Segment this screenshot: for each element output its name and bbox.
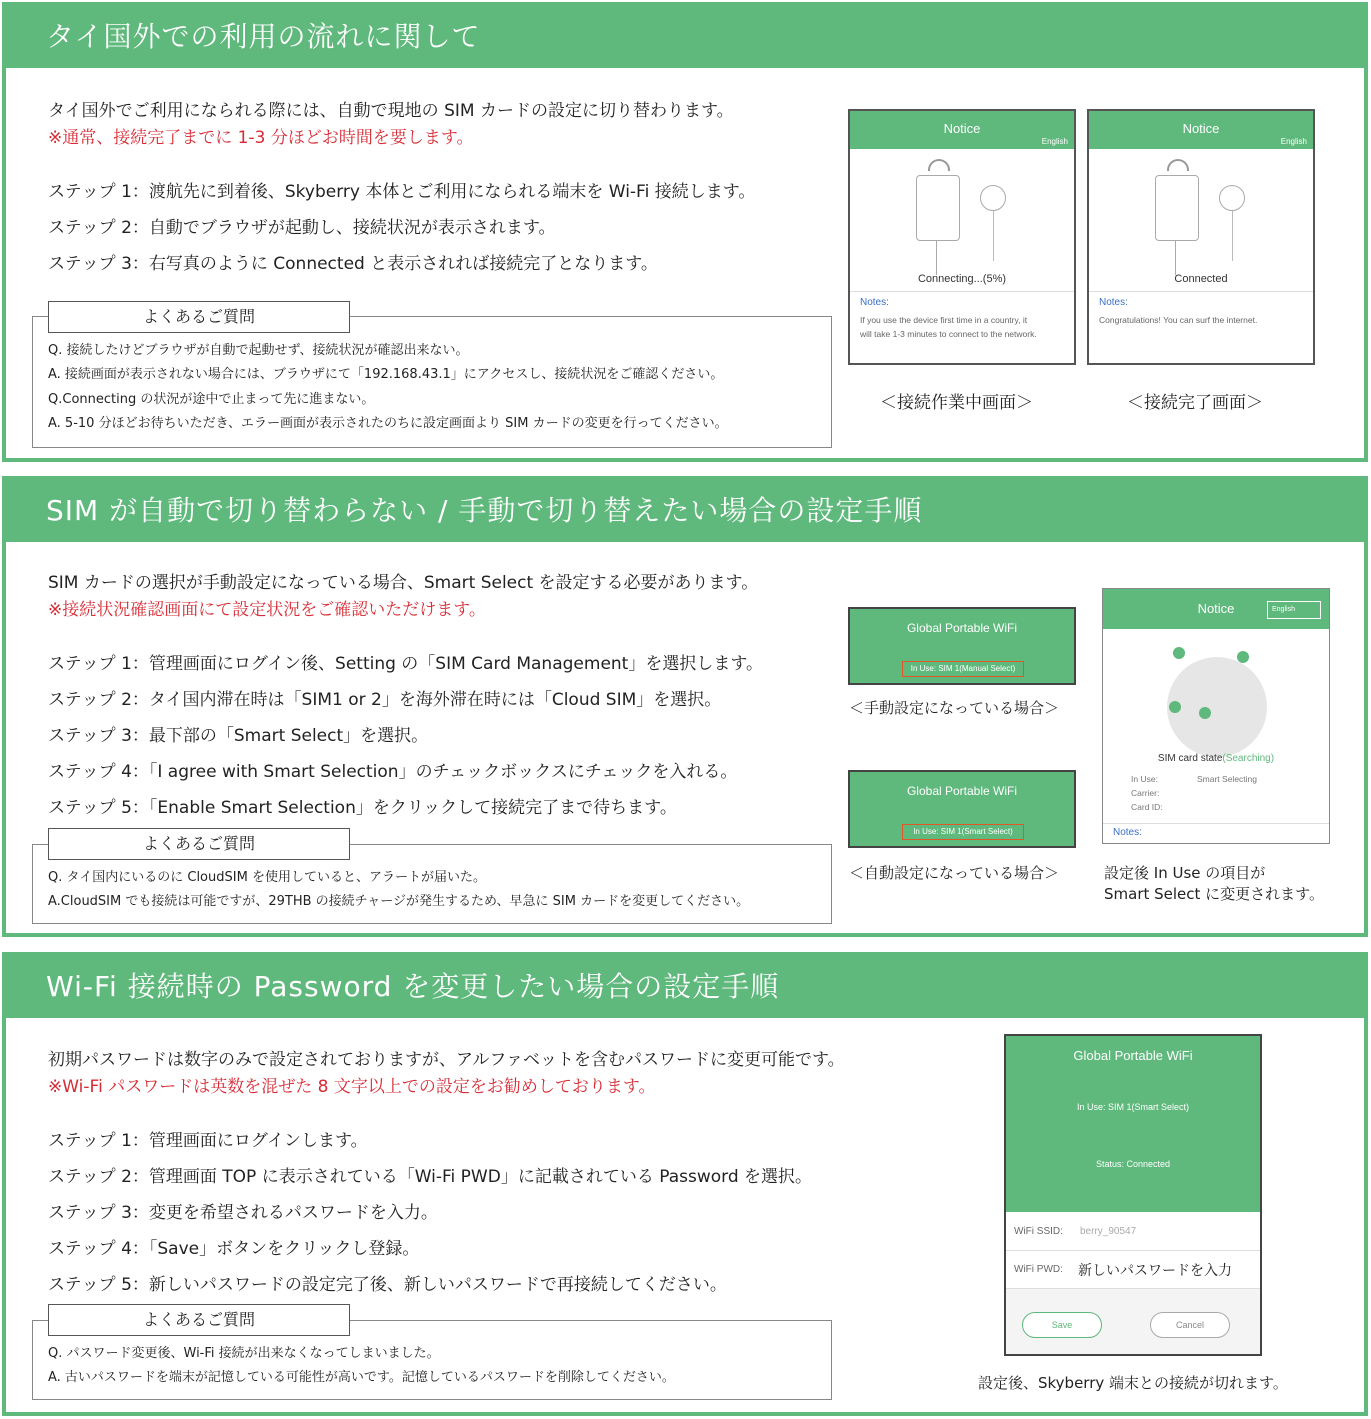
faq-label: よくあるご質問 bbox=[48, 301, 350, 333]
sim-icon bbox=[1169, 701, 1181, 713]
globe-icon bbox=[1167, 657, 1267, 757]
smart-caption-line-1: 設定後 In Use の項目が bbox=[1104, 864, 1266, 882]
step-3: ステップ 3：右写真のように Connected と表示されれば接続完了となります。 bbox=[48, 254, 658, 274]
connecting-screen bbox=[848, 109, 1076, 365]
connected-screen bbox=[1087, 109, 1315, 365]
notes-label: Notes: bbox=[860, 297, 889, 308]
signal-icon bbox=[1219, 185, 1245, 211]
step-3: ステップ 3：最下部の「Smart Select」を選択。 bbox=[48, 726, 429, 746]
step-2: ステップ 2：自動でブラウザが起動し、接続状況が表示されます。 bbox=[48, 218, 556, 238]
auto-select-screen bbox=[848, 770, 1076, 848]
step-5: ステップ 5：新しいパスワードの設定完了後、新しいパスワードで再接続してください。 bbox=[48, 1275, 727, 1295]
notes-label: Notes: bbox=[1099, 297, 1128, 308]
connecting-caption: ＜接続作業中画面＞ bbox=[880, 393, 1033, 413]
step-4: ステップ 4：「Save」ボタンをクリックし登録。 bbox=[48, 1239, 420, 1259]
manual-title: Global Portable WiFi bbox=[906, 621, 1018, 635]
connected-status: Connected bbox=[1174, 273, 1228, 285]
step-1: ステップ 1：渡航先に到着後、Skyberry 本体とご利用になられる端末を Wi-Fi 接続します。 bbox=[48, 182, 756, 202]
intro-text: 初期パスワードは数字のみで設定されておりますが、アルファベットを含むパスワードに変更可能です。 bbox=[48, 1050, 845, 1070]
section-title: タイ国外での利用の流れに関して bbox=[6, 6, 1364, 68]
signal-pole-icon bbox=[993, 211, 994, 261]
notes-line-2: will take 1-3 minutes to connect to the network. bbox=[860, 329, 1037, 339]
manual-status: In Use: SIM 1(Manual Select) bbox=[902, 661, 1024, 677]
sim-icon bbox=[1199, 707, 1211, 719]
faq-question-1: Q. タイ国内にいるのに CloudSIM を使用していると、アラートが届いた。 bbox=[48, 870, 486, 885]
pwd-label: WiFi PWD: bbox=[1014, 1264, 1063, 1275]
wifi-icon bbox=[928, 159, 950, 171]
wifi-caption: 設定後、Skyberry 端末との接続が切れます。 bbox=[978, 1374, 1288, 1392]
notice-header: Notice bbox=[1197, 601, 1235, 616]
sim-state-label: SIM card state bbox=[1157, 753, 1223, 764]
note-text: ※Wi-Fi パスワードは英数を混ぜた 8 文字以上での設定をお勧めしております。 bbox=[48, 1077, 656, 1097]
step-3: ステップ 3：変更を希望されるパスワードを入力。 bbox=[48, 1203, 438, 1223]
faq-answer-1: A. 古いパスワードを端末が記憶している可能性が高いです。記憶しているパスワードを削除してください。 bbox=[48, 1370, 675, 1385]
step-1: ステップ 1：管理画面にログイン後、Setting の「SIM Card Management」を選択します。 bbox=[48, 654, 763, 674]
signal-pole-icon bbox=[1232, 211, 1233, 261]
save-button[interactable]: Save bbox=[1022, 1312, 1102, 1338]
notes-label: Notes: bbox=[1113, 827, 1142, 838]
step-1: ステップ 1：管理画面にログインします。 bbox=[48, 1131, 368, 1151]
note-text: ※通常、接続完了までに 1-3 分ほどお時間を要します。 bbox=[48, 128, 474, 148]
cancel-button[interactable]: Cancel bbox=[1150, 1312, 1230, 1338]
lang-label: English bbox=[1280, 137, 1307, 146]
notice-header: Notice bbox=[1182, 121, 1220, 136]
faq-answer-1: A.CloudSIM でも接続は可能ですが、29THB の接続チャージが発生するため、早急に SIM カードを変更してください。 bbox=[48, 894, 750, 909]
sim-state-screen bbox=[1102, 588, 1330, 844]
card-id-label: Card ID: bbox=[1131, 802, 1163, 812]
wifi-icon bbox=[1167, 159, 1189, 171]
lang-label: English bbox=[1041, 137, 1068, 146]
step-2: ステップ 2：タイ国内滞在時は「SIM1 or 2」を海外滞在時には「Cloud SIM」を選択。 bbox=[48, 690, 722, 710]
section-title: Wi-Fi 接続時の Password を変更したい場合の設定手順 bbox=[6, 956, 1364, 1018]
notes-line-1: Congratulations! You can surf the internet. bbox=[1099, 315, 1258, 325]
notice-header: Notice bbox=[943, 121, 981, 136]
wifi-status: Status: Connected bbox=[1095, 1159, 1171, 1169]
ssid-value: berry_90547 bbox=[1080, 1226, 1137, 1237]
in-use-value: Smart Selecting bbox=[1197, 774, 1257, 784]
device-icon bbox=[916, 175, 960, 241]
device-icon bbox=[1155, 175, 1199, 241]
step-2: ステップ 2：管理画面 TOP に表示されている「Wi-Fi PWD」に記載されている Password を選択。 bbox=[48, 1167, 813, 1187]
ssid-label: WiFi SSID: bbox=[1014, 1226, 1063, 1237]
device-base-icon bbox=[936, 241, 937, 275]
notes-line-1: If you use the device first time in a country, it bbox=[860, 315, 1028, 325]
auto-caption: ＜自動設定になっている場合＞ bbox=[849, 864, 1060, 882]
section-wifi-password bbox=[2, 952, 1368, 1416]
signal-icon bbox=[980, 185, 1006, 211]
manual-select-screen bbox=[848, 607, 1076, 685]
intro-text: タイ国外でご利用になられる際には、自動で現地の SIM カードの設定に切り替わります。 bbox=[48, 101, 734, 121]
faq-question-1: Q. 接続したけどブラウザが自動で起動せず、接続状況が確認出来ない。 bbox=[48, 343, 469, 358]
note-text: ※接続状況確認画面にて設定状況をご確認いただけます。 bbox=[48, 600, 486, 620]
carrier-label: Carrier: bbox=[1131, 788, 1160, 798]
in-use-label: In Use: bbox=[1131, 774, 1158, 784]
device-base-icon bbox=[1175, 241, 1176, 275]
intro-text: SIM カードの選択が手動設定になっている場合、Smart Select を設定する必要があります。 bbox=[48, 573, 759, 593]
sim-state-value: (Searching) bbox=[1222, 753, 1275, 764]
auto-title: Global Portable WiFi bbox=[906, 784, 1018, 798]
section-overseas-usage bbox=[2, 2, 1368, 462]
auto-status: In Use: SIM 1(Smart Select) bbox=[902, 824, 1024, 840]
smart-caption-line-2: Smart Select に変更されます。 bbox=[1104, 885, 1324, 903]
pwd-input[interactable]: 新しいパスワードを入力 bbox=[1078, 1263, 1232, 1279]
step-4: ステップ 4：「I agree with Smart Selection」のチェックボックスにチェックを入れる。 bbox=[48, 762, 738, 782]
section-title: SIM が自動で切り替わらない / 手動で切り替えたい場合の設定手順 bbox=[6, 480, 1364, 542]
lang-select[interactable]: English bbox=[1267, 601, 1321, 619]
faq-answer-2: A. 5-10 分ほどお待ちいただき、エラー画面が表示されたのちに設定画面より SIM カードの変更を行ってください。 bbox=[48, 416, 728, 431]
sim-icon bbox=[1173, 647, 1185, 659]
wifi-title: Global Portable WiFi bbox=[1073, 1048, 1193, 1063]
faq-label: よくあるご質問 bbox=[48, 1304, 350, 1336]
faq-label: よくあるご質問 bbox=[48, 828, 350, 860]
wifi-settings-screen bbox=[1004, 1034, 1262, 1356]
step-5: ステップ 5：「Enable Smart Selection」をクリックして接続完了まで待ちます。 bbox=[48, 798, 677, 818]
wifi-in-use: In Use: SIM 1(Smart Select) bbox=[1076, 1102, 1190, 1112]
faq-question-2: Q.Connecting の状況が途中で止まって先に進まない。 bbox=[48, 392, 375, 407]
faq-answer-1: A. 接続画面が表示されない場合には、ブラウザにて「192.168.43.1」にアクセスし、接続状況をご確認ください。 bbox=[48, 367, 724, 382]
connecting-status: Connecting...(5%) bbox=[917, 273, 1007, 285]
faq-question-1: Q. パスワード変更後、Wi-Fi 接続が出来なくなってしまいました。 bbox=[48, 1346, 440, 1361]
section-sim-switch bbox=[2, 476, 1368, 937]
connected-caption: ＜接続完了画面＞ bbox=[1127, 393, 1263, 413]
manual-caption: ＜手動設定になっている場合＞ bbox=[849, 699, 1060, 717]
sim-icon bbox=[1237, 651, 1249, 663]
